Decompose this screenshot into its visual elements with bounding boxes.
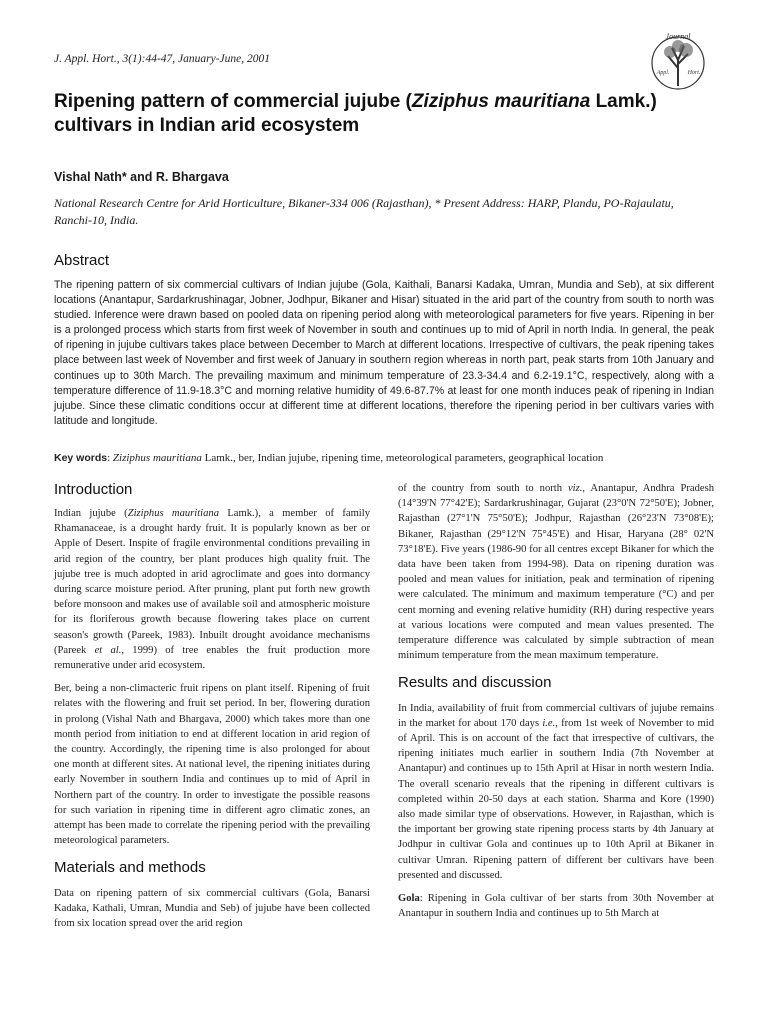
introduction-heading: Introduction bbox=[54, 481, 133, 498]
abstract-heading: Abstract bbox=[54, 252, 110, 269]
intro-paragraph-2: Ber, being a non-climacteric fruit ripens on plant itself. Ripening of fruit relates with the flowering and fruit set period. In ber, flowering duration in prolong (Vishal Nath and Bhargava, 2000) which takes more than one month period from initiation to end at different location in arid region of the country. Accordingly, the ripening time is also prolonged for about one month at different sites. At national level, the ripening initiates during early November in southern India and continues up to mid of April in Northern part of the country. In order to investigate the possible reasons for such variation in ripening time in different agro climatic zones, an attempt has been made to correlate the ripening period with the prevailing meteorological parameters. bbox=[54, 683, 370, 847]
title-species: Ziziphus mauritiana bbox=[411, 91, 591, 112]
results-heading: Results and discussion bbox=[398, 674, 552, 692]
authors: Vishal Nath* and R. Bhargava bbox=[54, 170, 229, 184]
affiliation: National Research Centre for Arid Horticulture, Bikaner-334 006 (Rajasthan), * Present Address: HARP, Plandu, PO-Rajaulatu, Ranchi-10, India. bbox=[54, 196, 674, 227]
abstract-text: The ripening pattern of six commercial cultivars of Indian jujube (Gola, Kaithali, Banarsi Kadaka, Umran, Mundia and Seb), at six different locations (Anantapur, Sardarkrushinagar, Jobner, Jodhpur, Bikaner and Hisar) situated in the arid part of the country from south to north was studied. Inference were drawn based on pooled data on ripening period along with meteorological parameters for five years. Ripening in ber is a prolonged process which starts from first week of November in south and continues up to mid of April in north India. In general, the peak of ripening in jujube cultivars takes place between December to March at different locations. Irrespective of cultivars, the peak ripening takes place between last week of November and first week of January in southern region whereas in north part, peak starts from 10th January and continues up to 30th March. The prevailing maximum and minimum temperature of 23.3-34.4 and 6.2-19.1°C, respectively, along with a temperature difference of 11.9-18.3°C and morning relative humidity of 49.6-87.7% at least for one month induces peak of ripening in Indian jujube. Since these climatic conditions occur at different time at different locations, therefore the ripening period in ber cultivars varies with latitude and longitude. bbox=[54, 279, 714, 427]
logo-right-text: Hort. bbox=[687, 70, 701, 76]
methods-heading: Materials and methods bbox=[54, 859, 206, 877]
results-paragraph-2: Gola: Ripening in Gola cultivar of ber starts from 30th November at Anantapur in southern India and continues up to 5th March at bbox=[398, 893, 714, 920]
logo-top-text: Journal bbox=[665, 32, 691, 41]
results-paragraph-1: In India, availability of fruit from commercial cultivars of jujube remains in the market for about 170 days i.e., from 1st week of November to mid of April. This is on account of the fact that irrespective of cultivars, the ripening initiates much earlier in southern India (7th November at Anantapur) and continues up to 15th April at Hisar in north western India. The overall scenario reveals that the ripening in different cultivars is completed within 20-50 days at each station. Sharma and Kore (1990) also made similar type of observations. However, in Rajasthan, which is the important ber growing state ripening process starts by 4th January at Jodhpur in cultivar Gola and continues up to 10th April at Bikaner in cultivar Umran. Ripening pattern of different ber cultivars have been presented and discussed. bbox=[398, 702, 714, 881]
journal-citation: J. Appl. Hort., 3(1):44-47, January-June, 2001 bbox=[54, 53, 271, 65]
journal-logo-icon bbox=[648, 30, 708, 92]
right-column bbox=[398, 481, 714, 929]
left-column bbox=[54, 506, 370, 939]
methods-paragraph-1-cont: of the country from south to north viz., Anantapur, Andhra Pradesh (14°39'N 77°42'E); Sardarkrushinagar, Gujarat (23°0'N 72°50'E); Jobner, Rajasthan (27°1'N 75°50'E); Jodhpur, Rajasthan (26°23'N 73°08'E); Bikaner, Rajasthan (29°12'N 75°45'E) and Hisar, Haryana (28° 02'N 73°18'E). Five years (1986-90 for all centres except Bikaner for which the data have been taken from 1994-98). Data on ripening duration was pooled and mean values for initiation, peak and termination of ripening were calculated. The minimum and maximum temperature (°C) and per cent morning and evening relative humidity (RH) during respective years at various locations were computed and mean values presented. The temperature difference was calculated by simple subtraction of mean minimum temperature from the mean maximum temperature. bbox=[398, 483, 714, 662]
methods-paragraph-1: Data on ripening pattern of six commercial cultivars (Gola, Banarsi Kadaka, Kathali, Umran, Mundia and Seb) of jujube have been collected from six location spread over the arid region bbox=[54, 887, 370, 930]
intro-paragraph-1: Indian jujube (Ziziphus mauritiana Lamk.), a member of family Rhamanaceae, is a drought hardy fruit. It is popularly known as ber or Apple of Desert. Inspite of fragile environmental conditions prevailing in arid region of the country, ber plant produces high quality fruit. The jujube tree is much adopted in arid agroclimate and goes into dormancy during scarce moisture period. After pruning, plant put forth new growth before monsoon and makes use of available soil and atmospheric moisture for its floriferous growth because flowering takes place on current season's growth (Pareek, 1983). Inbuilt drought avoidance mechanisms (Pareek et al., 1999) of tree enables the fruit production more remunerative under arid ecosystem. bbox=[54, 508, 370, 672]
keywords: Key words: Ziziphus mauritiana Lamk., ber, Indian jujube, ripening time, meteorological parameters, geographical location bbox=[54, 452, 604, 464]
paper-title: Ripening pattern of commercial jujube (Ziziphus mauritiana Lamk.) cultivars in Indian arid ecosystem bbox=[54, 91, 657, 136]
keywords-label: Key words bbox=[54, 452, 108, 464]
logo-left-text: Appl. bbox=[656, 70, 670, 76]
keywords-species: Ziziphus mauritiana bbox=[112, 452, 202, 464]
